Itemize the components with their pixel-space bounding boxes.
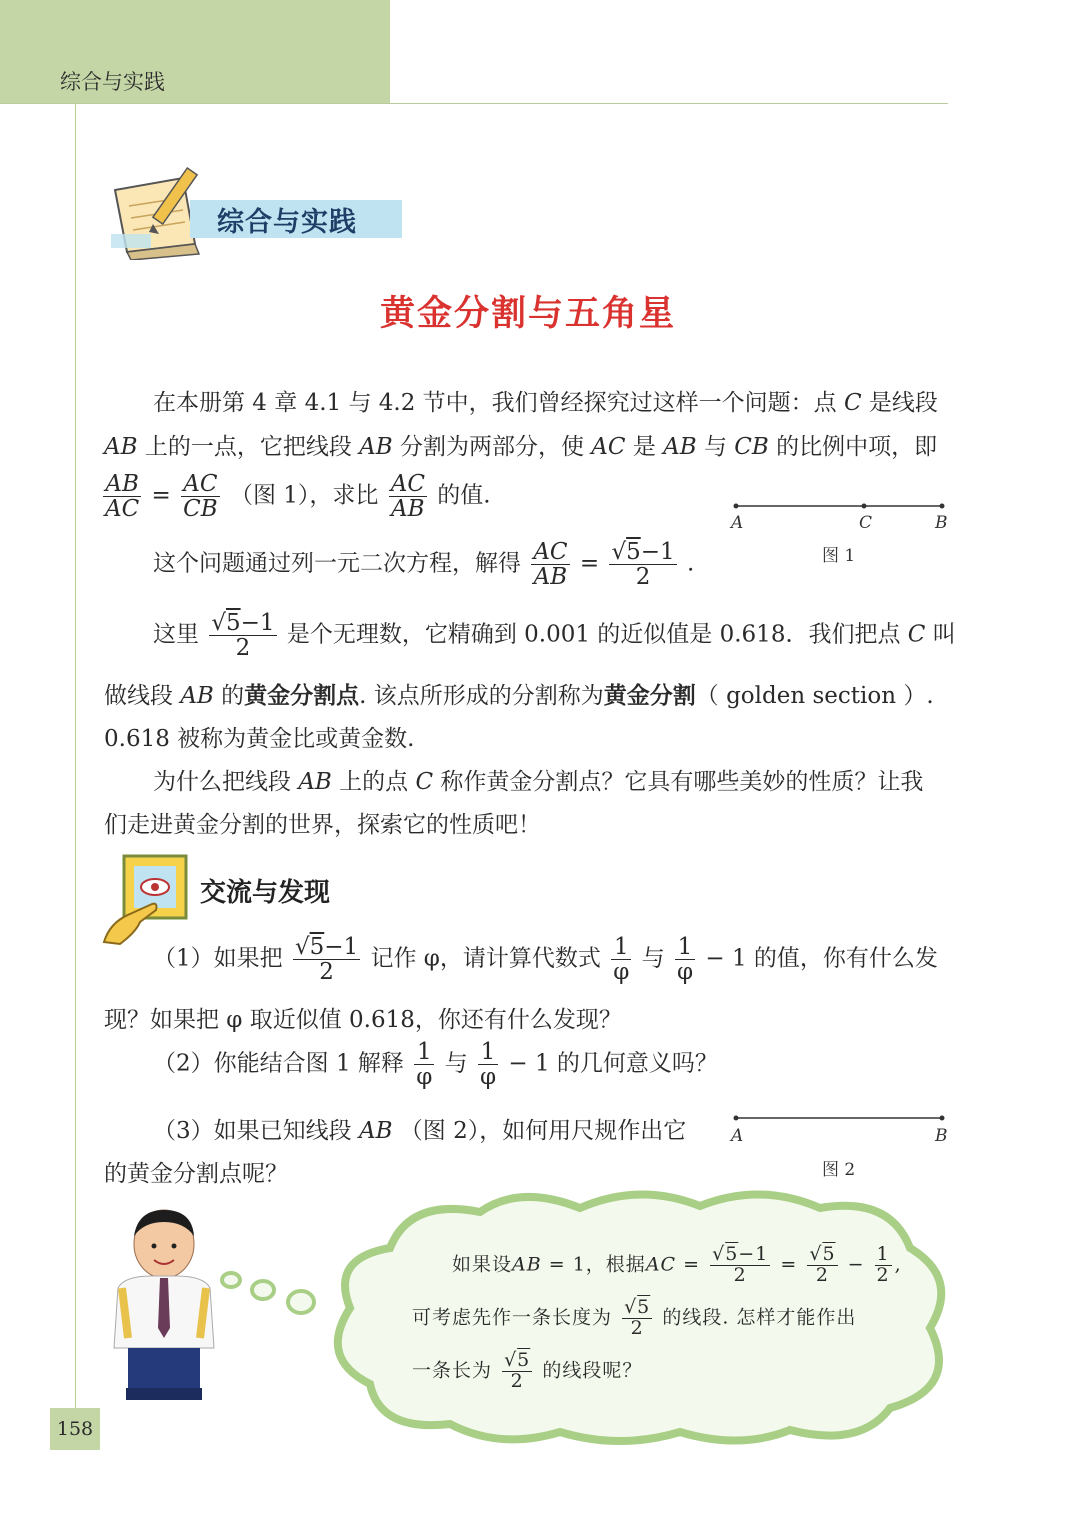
running-header: 综合与实践	[60, 70, 165, 94]
fraction-root5-minus1-over2-c: $\frac{√5-1}{2}$	[294, 934, 359, 986]
bubble-line3: 一条长为 $\frac{√5}{2}$ 的线段呢？	[412, 1349, 643, 1392]
figure1-caption: 图 1	[822, 546, 856, 566]
bubble-line1: 如果设AB = 1，根据AC = $\frac{√5-1}{2}$ = $\frac{√5}{2}$ − $\frac{1}{2}$ ,	[452, 1243, 902, 1286]
page-title: 黄金分割与五角星	[380, 294, 677, 334]
question3-line1: （3）如果已知线段 AB （图 2），如何用尺规作出它	[153, 1118, 687, 1144]
bubble-fraction-root5-over2-a: $\frac{√5}{2}$	[809, 1243, 836, 1286]
fraction-1-over-phi-c: $\frac{1}{\varphi}$	[416, 1039, 433, 1091]
para4-line2: 们走进黄金分割的世界，探索它的性质吧！	[104, 812, 541, 838]
para2-line: 这个问题通过列一元二次方程，解得 $\frac{AC}{AB}$ = $\frac{√5-1}{2}$ .	[153, 539, 695, 591]
fraction-1-over-phi-a: $\frac{1}{\varphi}$	[613, 934, 630, 986]
para4-line1: 为什么把线段 AB 上的点 C 称作黄金分割点？它具有哪些美妙的性质？让我	[153, 769, 924, 795]
figure1-point-c: C	[859, 513, 873, 533]
question3-line2: 的黄金分割点呢？	[104, 1161, 288, 1187]
fraction-ab-ac: $\frac{AB}{AC}$	[105, 471, 140, 523]
figure2-caption: 图 2	[822, 1160, 856, 1180]
section-banner-label: 综合与实践	[217, 207, 357, 238]
bubble-fraction-1-over2: $\frac{1}{2}$	[876, 1243, 890, 1286]
para1-line1: 在本册第 4 章 4.1 与 4.2 节中，我们曾经探究过这样一个问题：点 C 是线段	[153, 390, 938, 416]
header-band	[0, 0, 390, 104]
bubble-fraction-root5-minus1-over2: $\frac{√5-1}{2}$	[712, 1243, 769, 1286]
bubble-fraction-root5-over2-c: $\frac{√5}{2}$	[504, 1349, 531, 1392]
boy-illustration	[104, 1208, 224, 1404]
fraction-ac-cb: $\frac{AC}{CB}$	[183, 471, 218, 523]
header-rule	[0, 103, 948, 104]
eye-hand-icon	[100, 852, 195, 948]
fraction-ac-ab: $\frac{AC}{AB}$	[390, 471, 425, 523]
bubble-line2: 可考虑先作一条长度为 $\frac{√5}{2}$ 的线段. 怎样才能作出	[412, 1296, 857, 1339]
figure2-point-b: B	[935, 1126, 948, 1146]
fraction-1-over-phi-b: $\frac{1}{\varphi}$	[676, 934, 694, 986]
fraction-1-over-phi-d: $\frac{1}{\varphi}$	[479, 1039, 497, 1091]
figure2-segment	[730, 1110, 950, 1126]
subsection-title: 交流与发现	[200, 878, 331, 908]
page-number: 158	[56, 1418, 94, 1440]
para3-line1: 这里 $\frac{√5-1}{2}$ 是个无理数，它精确到 0.001 的近似值是 0.618．我们把点 C 叫	[153, 610, 956, 662]
figure1-point-a: A	[731, 513, 744, 533]
bubble-fraction-root5-over2-b: $\frac{√5}{2}$	[624, 1296, 651, 1339]
fraction-ac-ab-2: $\frac{AC}{AB}$	[533, 539, 568, 591]
question1-line1: （1）如果把 $\frac{√5-1}{2}$ 记作 φ，请计算代数式 $\frac{1}{\varphi}$ 与 $\frac{1}{\varphi}$ − 1 的值，你有什么发	[153, 934, 938, 986]
fraction-root5-minus1-over2-b: $\frac{√5-1}{2}$	[211, 610, 275, 662]
figure2-point-a: A	[731, 1126, 744, 1146]
fraction-root5-minus1-over2: $\frac{√5-1}{2}$	[611, 539, 675, 591]
para3-line3: 0.618 被称为黄金比或黄金数.	[104, 726, 415, 752]
figure1-segment	[730, 498, 950, 514]
thought-dots	[215, 1262, 325, 1322]
para1-line2: AB 上的一点，它把线段 AB 分割为两部分，使 AC 是 AB 与 CB 的比例中项，即	[104, 434, 938, 460]
figure1-point-b: B	[935, 513, 948, 533]
margin-rule	[75, 104, 76, 1449]
question1-line2: 现？如果把 φ 取近似值 0.618，你还有什么发现？	[104, 1007, 622, 1033]
para3-line2: 做线段 AB 的黄金分割点. 该点所形成的分割称为黄金分割（ golden section ）.	[104, 683, 934, 709]
para1-line3: $\frac{AB}{AC}$ = $\frac{AC}{CB}$ （图 1），求比 $\frac{AC}{AB}$ 的值.	[105, 471, 491, 523]
question2-line: （2）你能结合图 1 解释 $\frac{1}{\varphi}$ 与 $\frac{1}{\varphi}$ − 1 的几何意义吗？	[153, 1039, 718, 1091]
